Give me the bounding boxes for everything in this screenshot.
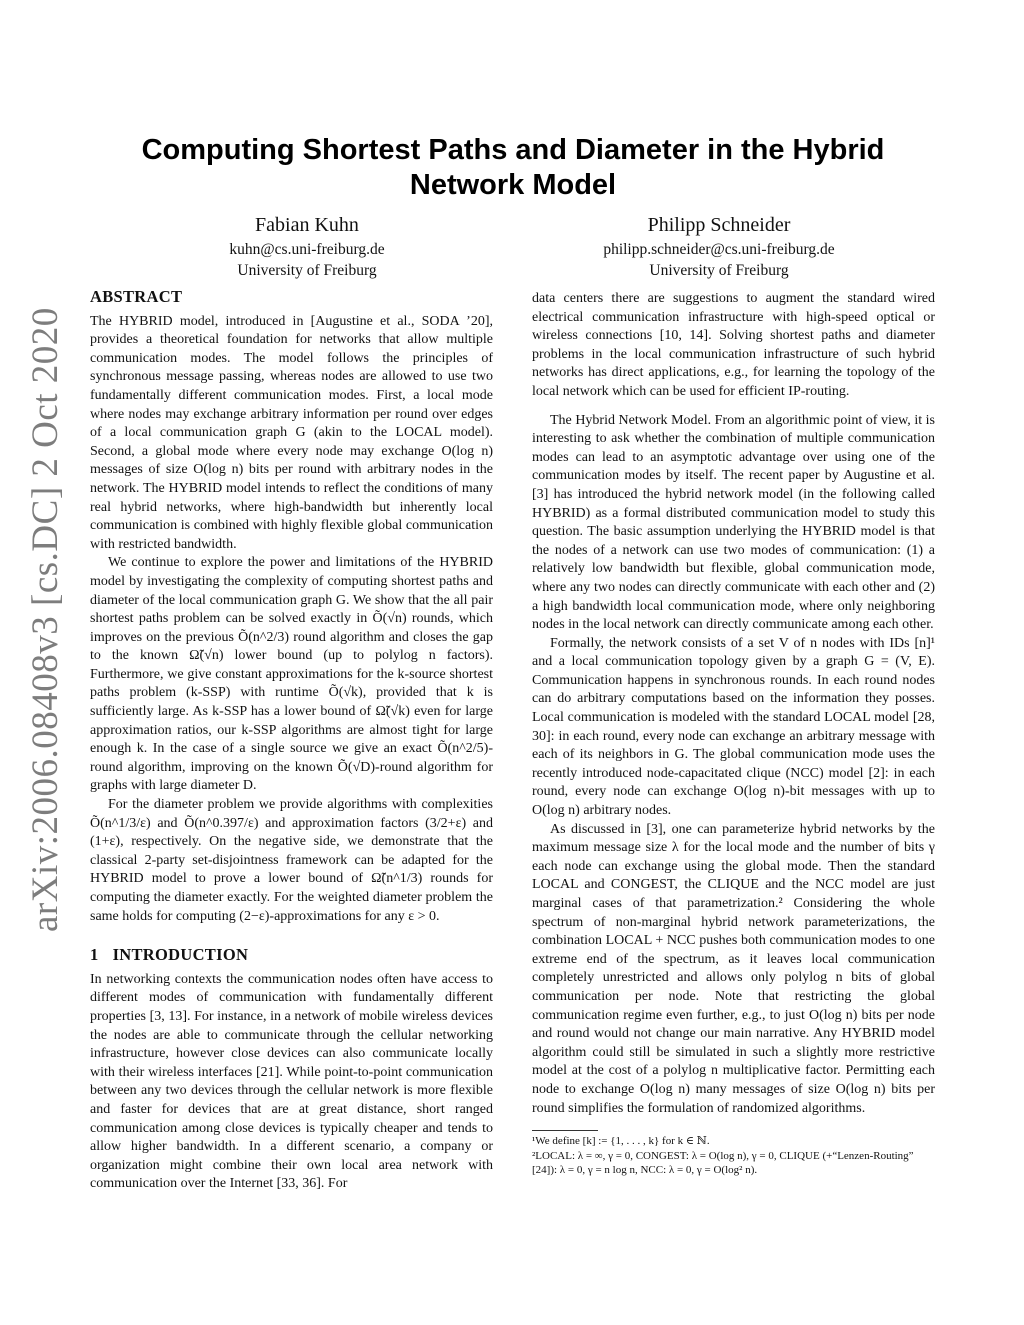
footnote: ¹We define [k] := {1, . . . , k} for k ∈ ℕ. — [532, 1135, 710, 1148]
introduction-heading — [90, 946, 493, 965]
body-paragraph: Formally, the network consists of a set V of n nodes with IDs [n]¹ and a local communication topology given by a graph G = (V, E). Communication happens in synchronous rounds. In each round nodes can do arbitrary computations based on the information they posses. Local communication is modeled with the standard LOCAL model [28, 30]: in each round, every node can exchange an arbitrary message with each of its neighbors in G. The global communication mode uses the recently introduced node-capacitated clique (NCC) model [2]: in each round, every node can exchange O(log n)-bit messages with up to O(log n) arbitrary nodes. — [532, 635, 935, 819]
body-paragraph: data centers there are suggestions to augment the standard wired electrical communication infrastructure with high-speed optical or wireless connections [10, 14]. Solving shortest paths and diameter problems in the local communication infrastructure of such hybrid networks has direct applications, e.g., for learning the topology of the local network which can be used for efficient IP-routing. — [532, 291, 935, 399]
author-block-1 — [137, 213, 477, 281]
author-email: philipp.schneider@cs.uni-freiburg.de — [603, 241, 835, 258]
arxiv-identifier: arXiv:2006.08408v3 [cs.DC] 2 Oct 2020 — [25, 307, 66, 932]
abstract-paragraph: For the diameter problem we provide algorithms with complexities Õ(n^1/3/ε) and Õ(n^0.397/ε) and approximation factors (3/2+ε) and (1+ε), respectively. On the negative side, we demonstrate that the classical 2-party set-disjointness framework can be adapted for the HYBRID model to prove a lower bound of Ω̃(n^1/3) rounds for computing the diameter exactly. For the weighted diameter problem the same holds for computing (2−ε)-approximations for any ε > 0. — [90, 797, 493, 924]
abstract-paragraph: The HYBRID model, introduced in [Augustine et al., SODA ’20], provides a theoretical foundation for networks that allow multiple communication modes. The model follows the principles of synchronous message passing, whereas nodes are allowed to use two fundamentally different communication modes. First, a local mode where nodes may exchange arbitrary information per round over edges of a local communication graph G (akin to the LOCAL model). Second, a global mode where every node may exchange O(log n) messages of size O(log n) bits per round with arbitrary nodes in the network. The HYBRID model intends to reflect the conditions of many real hybrid networks, where high-bandwidth but inherently local communication is combined with highly flexible global communication with restricted bandwidth. — [90, 313, 493, 552]
author-affiliation: University of Freiburg — [237, 262, 377, 279]
section-title: INTRODUCTION — [112, 945, 249, 965]
right-column — [532, 290, 935, 1178]
author-email: kuhn@cs.uni-freiburg.de — [229, 241, 385, 258]
body-paragraph: As discussed in [3], one can parameterize hybrid networks by the maximum message size λ for the local mode and the number of bits γ each node can exchange using the global mode. Then the standard LOCAL and CONGEST, the CLIQUE and the NCC model are just marginal cases of that parametrization.² Considering the whole spectrum of non-marginal hybrid network parameterizations, the combination LOCAL + NCC pushes both communication modes to one extreme end of the spectrum, as it leaves local communication completely unrestricted and allows only polylog n bits of global communication per node. Note that restricting the global communication regime even further, e.g., to just O(log n) bits per node and round would not change our main narrative. Any HYBRID model algorithm could still be simulated in such a slightly more restrictive model at the cost of a polylog n multiplicative factor. Permitting each node to exchange O(log n) many messages of size O(log n) bits per round simplifies the formulation of randomized algorithms. — [532, 821, 935, 1116]
section-number: 1 — [90, 945, 99, 965]
footnote-divider — [532, 1130, 598, 1131]
paper-title: Computing Shortest Paths and Diameter in the Hybrid Network Model — [141, 134, 885, 201]
footnote: ²LOCAL: λ = ∞, γ = 0, CONGEST: λ = O(log n), γ = 0, CLIQUE (+“Lenzen-Routing” [24]): λ = 0, γ = n log n, NCC: λ = 0, γ = O(log² n). — [532, 1149, 914, 1177]
abstract-paragraph: We continue to explore the power and limitations of the HYBRID model by investigating the complexity of computing shortest paths and diameter of the local communication graph G. We show that the all pair shortest paths problem can be solved exactly in Õ(√n) rounds, which improves on the previous Õ(n^2/3) round algorithm and closes the gap to the known Ω̃(√n) lower bound (up to polylog n factors). Furthermore, we give constant approximations for the k-source shortest paths problem (k-SSP) with runtime Õ(√k), provided that k is sufficiently large. As k-SSP has a lower bound of Ω̃(√k) even for large approximation ratios, our k-SSP algorithms are almost tight for large enough k. In the case of a single source we give an exact Õ(n^2/5)-round algorithm, improving on the known Õ(√D)-round algorithm for graphs with large diameter D. — [90, 555, 493, 794]
author-name: Philipp Schneider — [647, 214, 791, 236]
introduction-paragraph: In networking contexts the communication nodes often have access to different modes of communication with fundamentally different properties [3, 13]. For instance, in a network of mobile wireless devices the nodes are able to communicate through the cellular networking infrastructure, however close devices can also communicate locally with their wireless interfaces [21]. While point-to-point communication between any two devices through the cellular network is more flexible and faster for devices that are at great distance, short ranged communication among close devices is typically cheaper and tends to allow higher bandwidth. In a different scenario, a company or organization might combine their own local area network with communication over the Internet [33, 36]. For — [90, 971, 493, 1192]
body-paragraph: The Hybrid Network Model. From an algorithmic point of view, it is interesting to ask whether the combination of multiple communication modes can lead to an asymptotic advantage over using one of the communication modes by itself. The recent paper by Augustine et al. [3] has introduced the hybrid network model (in the following called HYBRID) as a formal distributed communication model to study this question. The basic assumption underlying the HYBRID model is that the nodes of a network can use two modes of communication: (1) a relatively low bandwidth but flexible, global communication mode, where any two nodes can directly communicate with each other and (2) a high bandwidth local communication mode, where only neighboring nodes in the local network can directly communicate among each other. — [532, 412, 935, 633]
author-name: Fabian Kuhn — [255, 214, 359, 236]
footnotes — [532, 1130, 935, 1178]
author-affiliation: University of Freiburg — [649, 262, 789, 279]
author-block-2 — [549, 213, 889, 281]
left-column — [90, 288, 493, 1194]
abstract-heading: ABSTRACT — [90, 287, 183, 306]
